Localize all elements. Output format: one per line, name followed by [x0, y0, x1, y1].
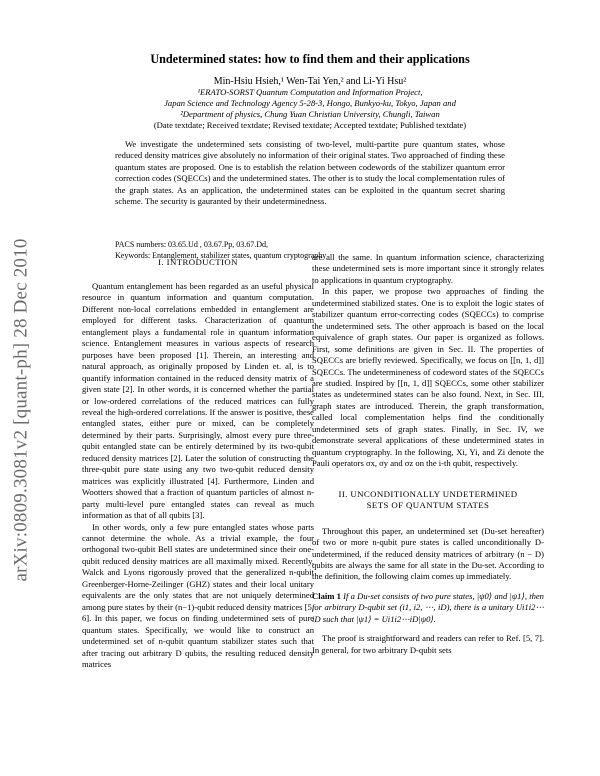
arxiv-identifier-stamp [2, 190, 42, 630]
intro-paragraph-4: In this paper, we propose two approaches of finding the undetermined stabilized states. One is to exploit the logic states of stabilizer quantum error-correcting codes (SQECCs) to comprise the undetermined sets. The other approach is based on the local equivalence of graph states. Our paper is organized as follows. First, some definitions are given in Sec. II. The properties of SQECCs are briefly reviewed. Specifically, we focus on [[n, 1, d]] SQECCs. The undetermineness of codeword states of the SQECCs are studied. Inspired by [[n, 1, d]] SQECCs, some other stabilizer states as undetermined states can be also found. Next, in Sec. III, graph states are introduced. Therein, the graph transformation, called local complementation helps find the conditionally undetermined sets of graph states. Finally, in Sec. IV, we demonstrate several applications of these undetermined states in quantum cryptography. In the following, Xi, Yi, and Zi denote the Pauli operators σx, σy and σz on the i-th qubit, respectively. [312, 286, 544, 469]
arxiv-identifier: arXiv:0809.3081v2 [quant-ph] 28 Dec 2010 [11, 238, 33, 582]
section-2-paragraph-1: Throughout this paper, an undetermined set (Du-set hereafter) of two or more n-qubit pure states is called unconditionally D-undetermined, if the reduced density matrices of arbitrary (n − D) qubits are always the same for all state in the Du-set. According to the definition, the following claim comes up immediately. [312, 525, 544, 582]
abstract: We investigate the undetermined sets consisting of two-level, multi-partite pure quantum states, whose reduced density matrices give absolutely no information of their original states. Two approached of finding these quantum states are proposed. One is to establish the relation between codewords of the stabilizer quantum error correction codes (SQECCs) and the undetermined states. The other is to study the local complementation rules of the graph states. As an application, the undetermined states can be exploited in the quantum secret sharing scheme. The security is gauranted by their undeterminedness. [115, 139, 505, 207]
left-column [82, 252, 314, 670]
right-column [312, 252, 544, 656]
paper-authors: Min-Hsiu Hsieh,¹ Wen-Tai Yen,² and Li-Yi Hsu² [213, 76, 407, 87]
section-2-heading-line-1: II. UNCONDITIONALLY UNDETERMINED [338, 488, 518, 499]
section-2-heading [312, 489, 544, 511]
intro-paragraph-3: are all the same. In quantum information science, characterizing these undetermined sets is more important since it strongly relates to applications in quantum cryptography. [312, 252, 544, 285]
keywords: Keywords: Entanglement, stabilizer states, quantum cryptography [115, 250, 327, 260]
section-2-paragraph-2: The proof is straightforward and readers can refer to Ref. [5, 7]. In general, for two arbitrary D-qubit sets [312, 633, 544, 655]
claim-1-text: If a Du-set consists of two pure states, |ψ0⟩ and |ψ1⟩, then for arbitrary D-qubit set (i1, i2, ⋯, iD), there is a unitary Ui1i2⋯iD such that |ψ1⟩ = Ui1i2⋯iD|ψ0⟩. [312, 590, 544, 624]
claim-1-label: Claim 1 [312, 590, 341, 601]
affiliation-2: ²Department of physics, Chung Yuan Christian University, Chungli, Taiwan [180, 109, 440, 119]
section-2-heading-line-2: SETS OF QUANTUM STATES [366, 499, 490, 510]
intro-paragraph-2: In other words, only a few pure entangled states whose parts cannot determine the whole. As a trivial example, the four orthogonal two-qubit Bell states are undetermined since their one-qubit reduced density matrices are all maximally mixed. Recently, Walck and Lyons rigorously proved that the generalized n-qubit Greenberger-Horne-Zeilinger (GHZ) states and their local unitary equivalents are the only states that are not uniquely determined among pure states by their (n−1)-qubit reduced density matrices [5, 6]. In this paper, we focus on finding undetermined sets of pure quantum states. Specifically, we would like to construct an undetermined set of n-qubit quantum stabilizer states such that after tracing out arbitrary D qubits, the resulting reduced density matrices [82, 521, 314, 669]
claim-1 [312, 591, 544, 625]
paper-title: Undetermined states: how to find them and their applications [150, 52, 470, 66]
pacs-numbers: PACS numbers: 03.65.Ud , 03.67.Pp, 03.67.Dd, [115, 240, 269, 249]
affiliation-1b: Japan Science and Technology Agency 5-28-3, Hongo, Bunkyo-ku, Tokyo, Japan and [164, 98, 456, 108]
intro-paragraph-1: Quantum entanglement has been regarded as an useful physical resource in quantum information and quantum computation. Different non-local correlations embedded in entanglement are employed for different tasks. Characterization of quantum entanglement plays a fundamental role in quantum information science. Entanglement measures in various aspects of research purposes have been proposed [1]. Therein, an interesting and natural approach, as originally proposed by Linden et. al, is to quantify information contained in the reduced density matrix of a given state [2]. In other words, it is concerned whether the partial or low-ordered correlations of the reduced matrices can fully reveal the high-ordered correlations. If the answer is positive, these entangled states, either pure or mixed, can be completely determined by their parts. Surprisingly, almost every pure three-qubit entangled state can be entirely determined by its two-qubit reduced density matrices [2]. Later the solution of constructing the three-qubit pure state using any two two-qubit reduced density matrices was explicitly illustrated [4]. Furthermore, Linden and Wootters showed that a fraction of quantum particles of almost n-party multi-level pure entangled states can reveal as much information as that of all qubits [3]. [82, 281, 314, 521]
section-1-heading: I. INTRODUCTION [158, 257, 238, 267]
publication-dates: (Date textdate; Received textdate; Revised textdate; Accepted textdate; Published textdate) [153, 120, 467, 130]
affiliation-1: ¹ERATO-SORST Quantum Computation and Information Project, [197, 87, 423, 97]
